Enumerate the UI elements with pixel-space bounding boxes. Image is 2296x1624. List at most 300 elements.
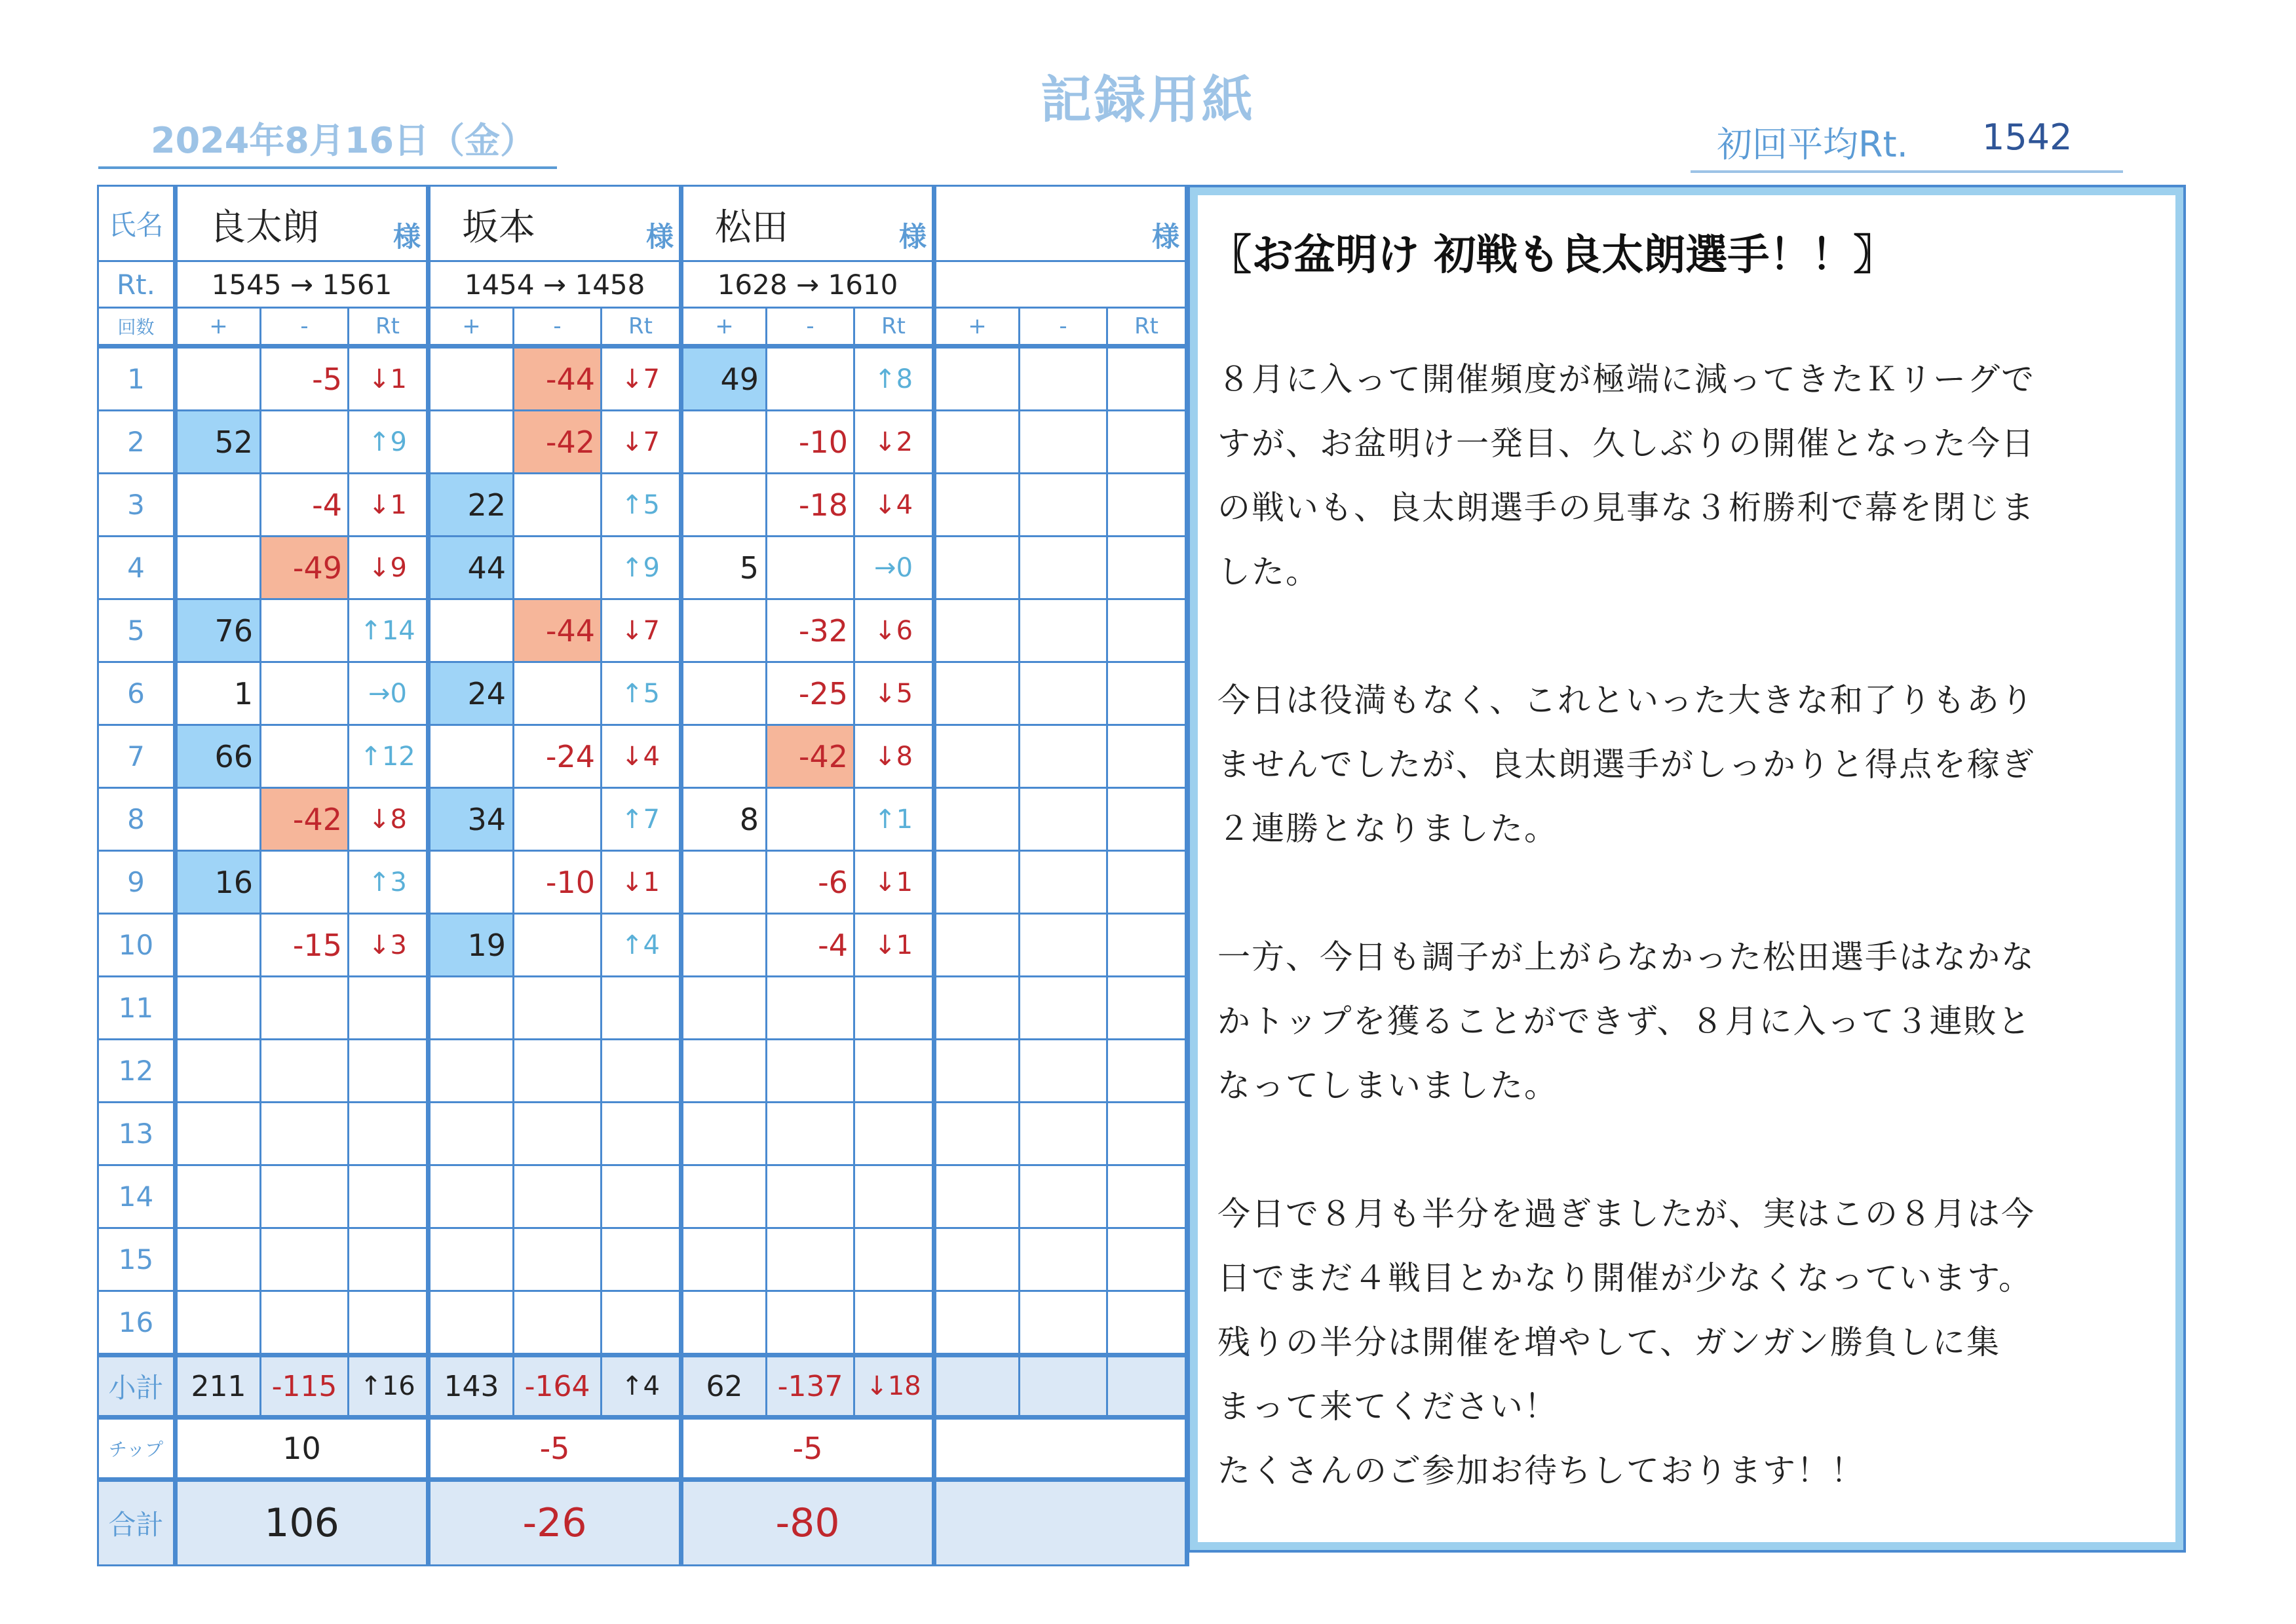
comment-title: 〖お盆明け 初戦も良太朗選手！！〗 — [1210, 231, 1896, 280]
plus-score-cell — [681, 1103, 767, 1165]
minus-score-cell — [767, 1228, 854, 1291]
rating-delta-cell: →0 — [854, 537, 934, 599]
rating-delta-cell — [1107, 851, 1187, 914]
total-row — [98, 1480, 1187, 1566]
minus-score-cell — [767, 977, 854, 1040]
minus-score-cell — [767, 788, 854, 851]
minus-score-cell — [1020, 474, 1107, 537]
round-number: 6 — [98, 662, 176, 725]
plus-score-cell — [934, 914, 1020, 977]
plus-score-cell — [934, 411, 1020, 474]
comment-line: 今日は役満もなく、これといった大きな和了りもあり — [1217, 681, 2035, 719]
minus-score-cell — [261, 725, 349, 788]
page-title: 記録用紙 — [1040, 71, 1255, 130]
rating-delta-cell — [349, 1228, 429, 1291]
minus-score-cell — [514, 1165, 602, 1228]
minus-header: - — [514, 308, 602, 347]
rt-header: Rt — [349, 308, 429, 347]
round-number: 7 — [98, 725, 176, 788]
comment-line: ませんでしたが、良太朗選手がしっかりと得点を稼ぎ — [1217, 746, 2035, 784]
plus-score-cell: 1 — [176, 662, 261, 725]
minus-score-cell: -10 — [514, 851, 602, 914]
honorific-label: 様 — [393, 221, 421, 253]
comment-line: なってしまいました。 — [1217, 1067, 1558, 1105]
plus-score-cell — [176, 537, 261, 599]
plus-score-cell — [429, 599, 514, 662]
rating-delta-cell — [349, 977, 429, 1040]
minus-score-cell: -42 — [767, 725, 854, 788]
comment-line: たくさんのご参加お待ちしております！！ — [1217, 1452, 1865, 1490]
minus-score-cell — [261, 1228, 349, 1291]
minus-score-cell — [261, 1103, 349, 1165]
plus-score-cell — [681, 1165, 767, 1228]
minus-score-cell — [1020, 347, 1107, 411]
honorific-label: 様 — [1152, 221, 1180, 253]
score-table — [97, 185, 1189, 1566]
rt-header: Rt — [602, 308, 681, 347]
minus-score-cell: -32 — [767, 599, 854, 662]
rating-delta-cell — [1107, 347, 1187, 411]
total-value: -80 — [681, 1480, 934, 1566]
round-number: 4 — [98, 537, 176, 599]
comment-line: 今日で８月も半分を過ぎましたが、実はこの８月は今 — [1217, 1195, 2035, 1233]
table-row — [98, 851, 1187, 914]
minus-score-cell — [767, 347, 854, 411]
plus-score-cell — [934, 1291, 1020, 1355]
minus-score-cell — [1020, 725, 1107, 788]
player-name: 坂本 — [462, 206, 536, 249]
plus-score-cell — [934, 1040, 1020, 1103]
rating-delta-cell — [1107, 537, 1187, 599]
subtotal-minus: -164 — [514, 1355, 602, 1418]
minus-score-cell — [1020, 599, 1107, 662]
chip-value: -5 — [429, 1418, 681, 1480]
rating-delta-cell: ↓4 — [854, 474, 934, 537]
rating-delta-cell: ↑14 — [349, 599, 429, 662]
comment-body — [1217, 347, 2156, 1503]
player-name-cell — [429, 186, 681, 261]
rating-delta-cell: ↓3 — [349, 914, 429, 977]
rating-delta-cell — [854, 1291, 934, 1355]
plus-score-cell — [934, 1165, 1020, 1228]
minus-score-cell — [514, 1291, 602, 1355]
plus-score-cell — [934, 977, 1020, 1040]
rating-delta-cell: ↑9 — [602, 537, 681, 599]
total-label: 合計 — [98, 1480, 176, 1566]
table-row — [98, 411, 1187, 474]
player-rating-change: 1628 → 1610 — [681, 261, 934, 308]
rating-delta-cell — [349, 1165, 429, 1228]
rating-delta-cell — [854, 1165, 934, 1228]
minus-score-cell: -44 — [514, 347, 602, 411]
comment-paragraph — [1217, 925, 2156, 1118]
minus-score-cell — [514, 788, 602, 851]
table-row — [98, 977, 1187, 1040]
record-date: 2024年8月16日（金） — [98, 113, 557, 169]
minus-score-cell — [1020, 1228, 1107, 1291]
player-name: 良太朗 — [209, 206, 319, 249]
minus-score-cell — [514, 1040, 602, 1103]
minus-score-cell — [1020, 788, 1107, 851]
column-header-row — [98, 308, 1187, 347]
player-name-cell — [681, 186, 934, 261]
rating-delta-cell: ↓6 — [854, 599, 934, 662]
plus-score-cell: 22 — [429, 474, 514, 537]
plus-score-cell — [176, 977, 261, 1040]
chip-value: -5 — [681, 1418, 934, 1480]
rating-delta-cell: ↓8 — [854, 725, 934, 788]
table-row — [98, 537, 1187, 599]
plus-score-cell — [934, 347, 1020, 411]
rating-delta-cell: →0 — [349, 662, 429, 725]
plus-header: + — [429, 308, 514, 347]
comment-line: した。 — [1217, 553, 1320, 591]
table-row — [98, 788, 1187, 851]
minus-score-cell — [767, 537, 854, 599]
minus-score-cell — [261, 411, 349, 474]
rating-delta-cell: ↓2 — [854, 411, 934, 474]
plus-score-cell — [681, 411, 767, 474]
minus-score-cell — [1020, 411, 1107, 474]
plus-header: + — [176, 308, 261, 347]
rating-delta-cell — [1107, 474, 1187, 537]
comment-line: かトップを獲ることができず、８月に入って３連敗と — [1217, 1002, 2032, 1040]
rating-delta-cell: ↓1 — [349, 347, 429, 411]
minus-score-cell: -42 — [261, 788, 349, 851]
plus-score-cell — [681, 599, 767, 662]
rating-delta-cell — [349, 1040, 429, 1103]
player-name-cell — [934, 186, 1187, 261]
table-row — [98, 474, 1187, 537]
rating-delta-cell — [602, 1103, 681, 1165]
round-number: 3 — [98, 474, 176, 537]
minus-score-cell — [514, 977, 602, 1040]
minus-score-cell — [767, 1103, 854, 1165]
rating-delta-cell — [1107, 725, 1187, 788]
plus-score-cell — [681, 977, 767, 1040]
subtotal-minus — [1020, 1355, 1107, 1418]
plus-score-cell — [934, 474, 1020, 537]
minus-score-cell — [261, 662, 349, 725]
minus-score-cell — [1020, 1291, 1107, 1355]
player-name: 松田 — [715, 206, 789, 249]
rating-delta-cell — [854, 1040, 934, 1103]
plus-score-cell — [681, 725, 767, 788]
plus-score-cell — [934, 851, 1020, 914]
name-row — [98, 186, 1187, 261]
plus-score-cell — [934, 1103, 1020, 1165]
plus-score-cell — [681, 1040, 767, 1103]
minus-score-cell — [1020, 1040, 1107, 1103]
rating-delta-cell — [602, 1165, 681, 1228]
rating-delta-cell — [1107, 788, 1187, 851]
table-row — [98, 914, 1187, 977]
minus-score-cell — [261, 1291, 349, 1355]
rating-delta-cell: ↑5 — [602, 662, 681, 725]
rt-header: Rt — [1107, 308, 1187, 347]
comment-line: まって来てください！ — [1217, 1388, 1558, 1426]
rating-delta-cell: ↓8 — [349, 788, 429, 851]
round-number: 12 — [98, 1040, 176, 1103]
minus-score-cell — [1020, 914, 1107, 977]
plus-score-cell — [429, 1165, 514, 1228]
round-number: 2 — [98, 411, 176, 474]
minus-score-cell: -4 — [261, 474, 349, 537]
minus-header: - — [1020, 308, 1107, 347]
plus-score-cell: 19 — [429, 914, 514, 977]
minus-score-cell — [261, 977, 349, 1040]
comment-paragraph — [1217, 347, 2156, 604]
minus-score-cell — [514, 474, 602, 537]
minus-score-cell — [514, 1103, 602, 1165]
minus-score-cell — [767, 1040, 854, 1103]
minus-score-cell — [261, 1165, 349, 1228]
rating-delta-cell — [854, 1103, 934, 1165]
rating-delta-cell — [1107, 1103, 1187, 1165]
plus-score-cell — [681, 474, 767, 537]
table-row — [98, 599, 1187, 662]
minus-score-cell: -49 — [261, 537, 349, 599]
rating-delta-cell: ↑7 — [602, 788, 681, 851]
subtotal-rating: ↑16 — [349, 1355, 429, 1418]
subtotal-plus: 211 — [176, 1355, 261, 1418]
plus-score-cell — [176, 1103, 261, 1165]
rating-delta-cell — [349, 1103, 429, 1165]
plus-score-cell: 76 — [176, 599, 261, 662]
comment-paragraph — [1217, 668, 2156, 861]
plus-score-cell — [681, 914, 767, 977]
table-row — [98, 1291, 1187, 1355]
comment-line: 日でまだ４戦目とかなり開催が少なくなっています。 — [1217, 1259, 2033, 1297]
rating-delta-cell: ↑1 — [854, 788, 934, 851]
round-number: 5 — [98, 599, 176, 662]
plus-header: + — [681, 308, 767, 347]
plus-score-cell — [429, 411, 514, 474]
rating-delta-cell: ↑9 — [349, 411, 429, 474]
rt-header: Rt — [854, 308, 934, 347]
plus-score-cell — [934, 537, 1020, 599]
player-rating-change: 1545 → 1561 — [176, 261, 429, 308]
name-label: 氏名 — [98, 186, 176, 261]
rating-delta-cell — [1107, 1165, 1187, 1228]
round-number: 1 — [98, 347, 176, 411]
rating-delta-cell — [1107, 977, 1187, 1040]
chip-value — [934, 1418, 1187, 1480]
comment-line: 残りの半分は開催を増やして、ガンガン勝負しに集 — [1217, 1323, 2000, 1361]
comment-paragraph — [1217, 1182, 2156, 1503]
table-row — [98, 1040, 1187, 1103]
table-row — [98, 1228, 1187, 1291]
avg-label: 初回平均Rt. — [1717, 124, 1908, 165]
plus-score-cell: 66 — [176, 725, 261, 788]
subtotal-plus: 143 — [429, 1355, 514, 1418]
plus-score-cell — [681, 662, 767, 725]
rating-delta-cell — [602, 977, 681, 1040]
subtotal-minus: -137 — [767, 1355, 854, 1418]
plus-score-cell: 16 — [176, 851, 261, 914]
total-value — [934, 1480, 1187, 1566]
plus-score-cell — [176, 474, 261, 537]
rating-delta-cell — [1107, 1228, 1187, 1291]
minus-score-cell — [767, 1165, 854, 1228]
rating-label: Rt. — [98, 261, 176, 308]
plus-score-cell: 49 — [681, 347, 767, 411]
plus-score-cell — [934, 1228, 1020, 1291]
rating-delta-cell: ↓1 — [349, 474, 429, 537]
minus-header: - — [261, 308, 349, 347]
minus-score-cell — [1020, 1103, 1107, 1165]
rating-delta-cell — [1107, 662, 1187, 725]
minus-score-cell — [261, 1040, 349, 1103]
table-row — [98, 1103, 1187, 1165]
plus-score-cell — [176, 1165, 261, 1228]
round-number: 13 — [98, 1103, 176, 1165]
rating-delta-cell — [1107, 914, 1187, 977]
player-rating-change — [934, 261, 1187, 308]
comment-line: ８月に入って開催頻度が極端に減ってきたＫリーグで — [1217, 360, 2035, 398]
player-rating-change: 1454 → 1458 — [429, 261, 681, 308]
rating-delta-cell — [349, 1291, 429, 1355]
round-number: 16 — [98, 1291, 176, 1355]
player-name-cell — [176, 186, 429, 261]
table-row — [98, 1165, 1187, 1228]
plus-score-cell: 24 — [429, 662, 514, 725]
comment-line: すが、お盆明け一発目、久しぶりの開催となった今日 — [1217, 425, 2035, 463]
minus-score-cell — [1020, 977, 1107, 1040]
minus-score-cell — [514, 537, 602, 599]
rating-delta-cell: ↓7 — [602, 599, 681, 662]
minus-score-cell: -5 — [261, 347, 349, 411]
plus-score-cell — [681, 1291, 767, 1355]
avg-value: 1542 — [1982, 117, 2073, 158]
rating-delta-cell — [602, 1040, 681, 1103]
minus-score-cell — [1020, 851, 1107, 914]
subtotal-label: 小計 — [98, 1355, 176, 1418]
subtotal-rating: ↓18 — [854, 1355, 934, 1418]
subtotal-plus — [934, 1355, 1020, 1418]
table-row — [98, 662, 1187, 725]
comment-line: の戦いも、良太朗選手の見事な３桁勝利で幕を閉じま — [1217, 489, 2035, 527]
rating-delta-cell: ↑8 — [854, 347, 934, 411]
plus-score-cell: 5 — [681, 537, 767, 599]
minus-score-cell: -25 — [767, 662, 854, 725]
rating-delta-cell — [1107, 1291, 1187, 1355]
minus-score-cell: -6 — [767, 851, 854, 914]
plus-score-cell — [934, 662, 1020, 725]
plus-score-cell — [681, 1228, 767, 1291]
minus-score-cell: -44 — [514, 599, 602, 662]
rating-delta-cell — [1107, 1040, 1187, 1103]
rating-delta-cell — [854, 1228, 934, 1291]
minus-score-cell — [261, 851, 349, 914]
rating-delta-cell: ↓9 — [349, 537, 429, 599]
plus-score-cell — [934, 725, 1020, 788]
minus-score-cell: -10 — [767, 411, 854, 474]
rating-delta-cell: ↓4 — [602, 725, 681, 788]
plus-score-cell — [429, 977, 514, 1040]
subtotal-minus: -115 — [261, 1355, 349, 1418]
minus-score-cell — [261, 599, 349, 662]
plus-score-cell — [934, 788, 1020, 851]
rating-delta-cell: ↑3 — [349, 851, 429, 914]
plus-score-cell — [429, 347, 514, 411]
minus-score-cell — [1020, 537, 1107, 599]
total-value: -26 — [429, 1480, 681, 1566]
chip-value: 10 — [176, 1418, 429, 1480]
chip-label: チップ — [98, 1418, 176, 1480]
rating-delta-cell: ↓1 — [854, 914, 934, 977]
round-number: 10 — [98, 914, 176, 977]
comment-line: 一方、今日も調子が上がらなかった松田選手はなかな — [1217, 938, 2035, 976]
rating-delta-cell — [854, 977, 934, 1040]
subtotal-rating: ↑4 — [602, 1355, 681, 1418]
plus-score-cell — [429, 1228, 514, 1291]
plus-score-cell — [429, 851, 514, 914]
honorific-label: 様 — [899, 221, 927, 253]
rating-delta-cell: ↑5 — [602, 474, 681, 537]
plus-score-cell: 52 — [176, 411, 261, 474]
round-label: 回数 — [98, 308, 176, 347]
minus-score-cell: -24 — [514, 725, 602, 788]
minus-score-cell: -18 — [767, 474, 854, 537]
plus-score-cell — [429, 1040, 514, 1103]
minus-score-cell — [1020, 1165, 1107, 1228]
rating-delta-cell — [1107, 411, 1187, 474]
rating-delta-cell — [602, 1291, 681, 1355]
rating-delta-cell: ↑4 — [602, 914, 681, 977]
plus-score-cell: 8 — [681, 788, 767, 851]
plus-score-cell: 34 — [429, 788, 514, 851]
rating-delta-cell: ↓7 — [602, 411, 681, 474]
rating-delta-cell: ↓1 — [854, 851, 934, 914]
rating-row — [98, 261, 1187, 308]
table-row — [98, 347, 1187, 411]
round-number: 14 — [98, 1165, 176, 1228]
plus-score-cell — [176, 1228, 261, 1291]
rating-delta-cell — [602, 1228, 681, 1291]
rating-delta-cell: ↓1 — [602, 851, 681, 914]
plus-score-cell — [934, 599, 1020, 662]
round-number: 15 — [98, 1228, 176, 1291]
rating-delta-cell: ↓5 — [854, 662, 934, 725]
plus-score-cell — [681, 851, 767, 914]
plus-score-cell — [429, 725, 514, 788]
plus-score-cell: 44 — [429, 537, 514, 599]
chip-row — [98, 1418, 1187, 1480]
comment-panel — [1187, 185, 2186, 1553]
plus-score-cell — [429, 1103, 514, 1165]
rating-delta-cell: ↓7 — [602, 347, 681, 411]
initial-average-rating — [1691, 117, 2123, 173]
rating-delta-cell: ↑12 — [349, 725, 429, 788]
minus-score-cell — [514, 1228, 602, 1291]
comment-line: ２連勝となりました。 — [1217, 810, 1558, 848]
minus-score-cell — [767, 1291, 854, 1355]
plus-header: + — [934, 308, 1020, 347]
plus-score-cell — [429, 1291, 514, 1355]
minus-score-cell: -42 — [514, 411, 602, 474]
round-number: 11 — [98, 977, 176, 1040]
plus-score-cell — [176, 347, 261, 411]
table-row — [98, 725, 1187, 788]
plus-score-cell — [176, 914, 261, 977]
plus-score-cell — [176, 1040, 261, 1103]
minus-score-cell: -15 — [261, 914, 349, 977]
plus-score-cell — [176, 1291, 261, 1355]
subtotal-row — [98, 1355, 1187, 1418]
total-value: 106 — [176, 1480, 429, 1566]
rating-delta-cell — [1107, 599, 1187, 662]
